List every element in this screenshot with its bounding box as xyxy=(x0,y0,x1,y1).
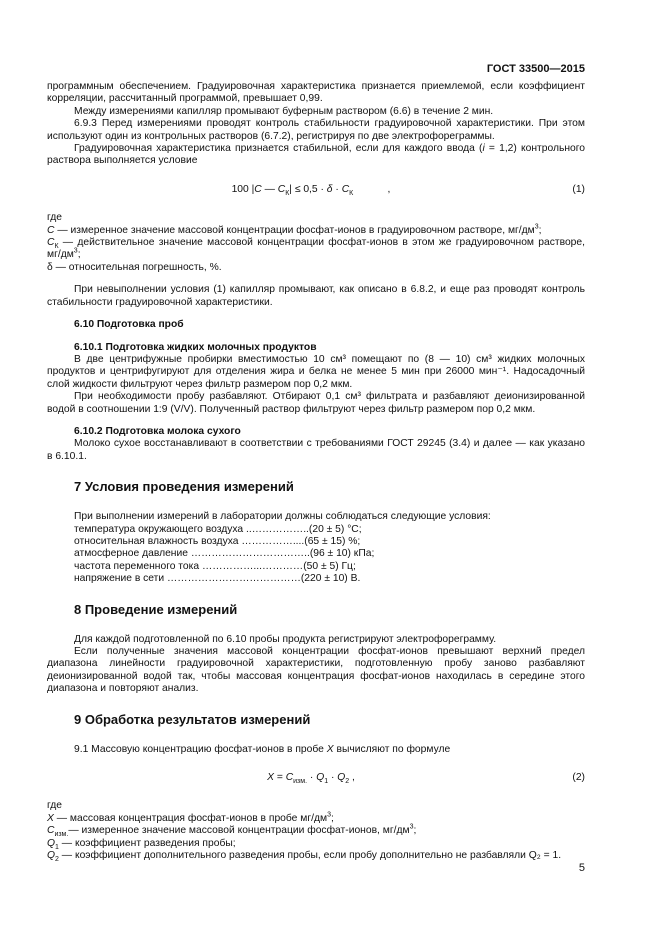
section-heading: 6.10 Подготовка проб xyxy=(74,319,184,331)
paragraph: программным обеспечением. Градуировочная характеристика признается приемлемой, если коэффициент корреляции, рассчитанный программой, превышает 0,99. xyxy=(47,81,585,105)
definition: $Q_2$ — коэффициент дополнительного разведения пробы, если пробу дополнительно не разбавляли Q₂ = 1. xyxy=(47,850,562,864)
paragraph: В две центрифужные пробирки вместимостью 10 см³ помещают по (8 — 10) см³ жидких молочных продуктов и центрифугируют для отделения жира и белка не менее 5 мин при 26000 мин⁻¹. Надосадочный слой жидкости фильтруют через фильтр размером пор 0,2 мкм. xyxy=(47,353,585,390)
formula-2 xyxy=(47,772,585,784)
formula-expression: $X = C_{изм.} \cdot Q_1 \cdot Q_2$ , xyxy=(267,772,355,786)
paragraph: При невыполнении условия (1) капилляр промывают, как описано в 6.8.2, и еще раз проводят контроль стабильности градуировочной характеристики. xyxy=(47,284,585,308)
paragraph: Молоко сухое восстанавливают в соответствии с требованиями ГОСТ 29245 (3.4) и далее — как указано в 6.10.1. xyxy=(47,438,585,462)
condition-item: атмосферное давление ……………………………..(96 ± 10) кПа; xyxy=(74,548,375,560)
section-heading: 9 Обработка результатов измерений xyxy=(74,711,311,727)
section-heading: 8 Проведение измерений xyxy=(74,601,238,617)
paragraph: При выполнении измерений в лаборатории должны соблюдаться следующие условия: xyxy=(74,511,491,523)
document-number: ГОСТ 33500—2015 xyxy=(486,63,585,75)
page-number: 5 xyxy=(578,862,585,874)
condition-item: частота переменного тока ……………...…………(50 ± 5) Гц; xyxy=(74,560,356,572)
section-heading: 6.10.1 Подготовка жидких молочных продуктов xyxy=(74,341,317,353)
paragraph: Если полученные значения массовой концентрации фосфат-ионов превышают верхний предел диапазона линейности градуировочной характеристики, подготовленную пробу заново разбавляют деионизированной водой так, чтобы массовая концентрация фосфат-ионов находилась в середине этого диапазона и повторяют анализ. xyxy=(47,646,585,695)
paragraph: Для каждой подготовленной по 6.10 пробы продукта регистрируют электрофореграмму. xyxy=(74,633,497,645)
section-heading: 6.10.2 Подготовка молока сухого xyxy=(74,425,241,437)
condition-item: температура окружающего воздуха ..……………..(20 ± 5) °С; xyxy=(74,523,362,535)
definition: $C_К$ — действительное значение массовой концентрации фосфат-ионов в этом же градуировочном растворе, $мг/дм^3$; xyxy=(47,237,585,261)
paragraph: Между измерениями капилляр промывают буферным раствором (6.6) в течение 2 мин. xyxy=(74,105,494,117)
definition: X — массовая концентрация фосфат-ионов в пробе $мг/дм^3$; xyxy=(47,811,334,824)
formula-expression: 100 |C — $C_К| \le 0,5 \cdot \delta \cdot C_К$ , xyxy=(231,183,391,197)
formula-1 xyxy=(47,184,585,196)
definition: $C_{изм.}—$ измеренное значение массовой концентрации фосфат-ионов, $мг/дм^3$; xyxy=(47,823,417,839)
formula-number: (2) xyxy=(572,772,585,784)
paragraph: 6.9.3 Перед измерениями проводят контроль стабильности градуировочной характеристики. При этом используют один из контрольных растворов (6.7.2), регистрируя по две электрофореграммы. xyxy=(47,118,585,142)
condition-item: напряжение в сети …………………………………(220 ± 10) В. xyxy=(74,573,361,585)
paragraph: 9.1 Массовую концентрацию фосфат-ионов в пробе X вычисляют по формуле xyxy=(74,743,451,755)
definition: C — измеренное значение массовой концентрации фосфат-ионов в градуировочном растворе, $мг/дм^3$; xyxy=(47,223,542,236)
document-body xyxy=(47,81,585,862)
where-label: где xyxy=(47,212,63,224)
definition: δ — относительная погрешность, %. xyxy=(47,261,222,273)
section-heading: 7 Условия проведения измерений xyxy=(74,479,294,495)
paragraph: При необходимости пробу разбавляют. Отбирают 0,1 см³ фильтрата и разбавляют деионизированной водой в соотношении 1:9 (V/V). Полученный раствор фильтруют через фильтр размером пор 0,2 мкм. xyxy=(47,391,585,415)
condition-item: относительная влажность воздуха ……………....(65 ± 15) %; xyxy=(74,535,361,547)
definition: $Q_1$ — коэффициент разведения пробы; xyxy=(47,837,236,851)
formula-number: (1) xyxy=(572,183,585,195)
where-label: где xyxy=(47,800,63,812)
paragraph: Градуировочная характеристика признается стабильной, если для каждого ввода (i = 1,2) контрольного раствора выполняется условие xyxy=(47,143,586,167)
